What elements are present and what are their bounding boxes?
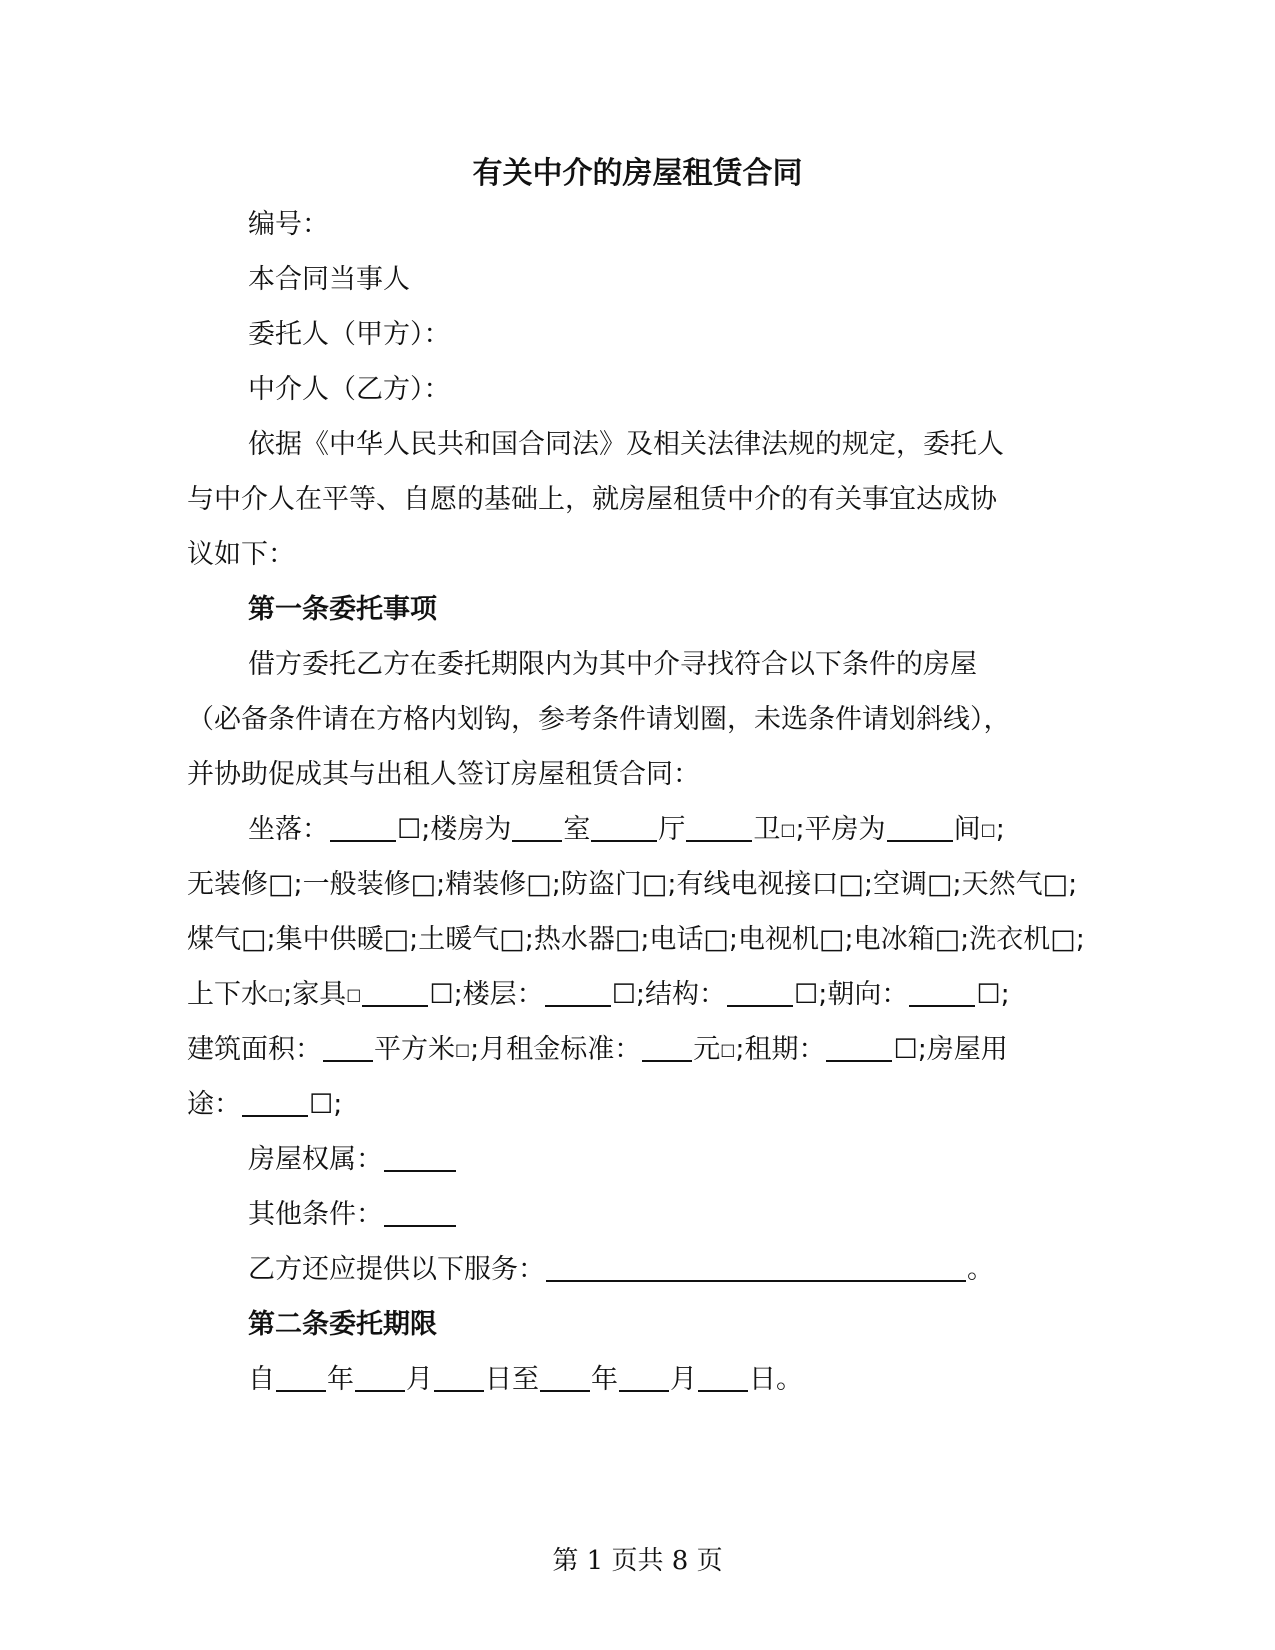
checkbox[interactable]: ☐ xyxy=(429,979,454,1010)
term-label: ;租期： xyxy=(735,1034,826,1065)
end-day-blank[interactable] xyxy=(698,1364,748,1392)
month-unit: 月 xyxy=(406,1364,433,1395)
bungalow-unit: 间 xyxy=(953,814,981,845)
checkbox[interactable]: ☐ xyxy=(611,979,636,1010)
checkbox[interactable]: □ xyxy=(268,985,284,1004)
area-label: 建筑面积： xyxy=(187,1034,322,1065)
semicolon: ; xyxy=(333,1089,343,1120)
checkbox[interactable]: □ xyxy=(980,820,996,839)
month-unit: 月 xyxy=(670,1364,697,1395)
ownership-label: 房屋权属： xyxy=(248,1144,383,1175)
area-blank[interactable] xyxy=(323,1034,373,1062)
rent-label: ;月租金标准： xyxy=(470,1034,642,1065)
features-line-3 xyxy=(187,975,1087,1015)
rent-unit: 元 xyxy=(693,1034,721,1065)
start-day-blank[interactable] xyxy=(434,1364,484,1392)
location-line xyxy=(248,810,1148,850)
floor-label: ;楼层： xyxy=(453,979,544,1010)
article-1-p1-line1: 借方委托乙方在委托期限内为其中介寻找符合以下条件的房屋 xyxy=(248,649,977,680)
term-dates-line xyxy=(248,1360,1148,1400)
hall-unit: 厅 xyxy=(658,814,686,845)
structure-label: ;结构： xyxy=(635,979,727,1010)
bungalow-blank[interactable] xyxy=(887,814,953,842)
usage-line xyxy=(187,1085,1087,1125)
area-unit: 平方米 xyxy=(374,1034,455,1065)
party-a-label: 委托人（甲方）： xyxy=(248,319,451,350)
furniture-blank[interactable] xyxy=(362,979,428,1007)
party-b-label: 中介人（乙方）： xyxy=(248,374,451,405)
orientation-label: ;朝向： xyxy=(818,979,909,1010)
checkbox[interactable]: □ xyxy=(780,820,796,839)
structure-blank[interactable] xyxy=(727,979,793,1007)
start-year-blank[interactable] xyxy=(276,1364,326,1392)
checkbox[interactable]: □ xyxy=(720,1040,736,1059)
services-blank[interactable] xyxy=(546,1254,966,1282)
year-unit: 年 xyxy=(327,1364,354,1395)
furniture-label: ;家具 xyxy=(283,979,347,1010)
checkbox[interactable]: □ xyxy=(346,985,362,1004)
ownership-line xyxy=(248,1140,1148,1180)
checkbox[interactable]: ☐ xyxy=(794,979,819,1010)
article-2-heading: 第二条委托期限 xyxy=(248,1309,437,1340)
checkbox[interactable]: ☐ xyxy=(976,979,1001,1010)
features-line-2: 煤气□;集中供暖□;土暖气□;热水器□;电话□;电视机□;电冰箱□;洗衣机□; xyxy=(187,924,1085,955)
services-line xyxy=(248,1250,1148,1290)
year-unit: 年 xyxy=(591,1364,618,1395)
start-month-blank[interactable] xyxy=(355,1364,405,1392)
services-label: 乙方还应提供以下服务： xyxy=(248,1254,545,1285)
building-label: ;楼房为 xyxy=(421,814,512,845)
location-label: 坐落： xyxy=(248,814,329,845)
water-label: 上下水 xyxy=(187,979,268,1010)
article-1-p1-line3: 并协助促成其与出租人签订房屋租赁合同： xyxy=(187,759,700,790)
room-unit: 室 xyxy=(563,814,591,845)
day-end-label: 日。 xyxy=(749,1364,803,1395)
article-1-p1-line2: （必备条件请在方格内划钩，参考条件请划圈，未选条件请划斜线）， xyxy=(187,704,1011,735)
intro-line-3: 议如下： xyxy=(187,539,295,570)
halls-blank[interactable] xyxy=(591,814,657,842)
ownership-blank[interactable] xyxy=(384,1144,456,1172)
end-month-blank[interactable] xyxy=(619,1364,669,1392)
end-year-blank[interactable] xyxy=(540,1364,590,1392)
other-conditions-label: 其他条件： xyxy=(248,1199,383,1230)
rooms-blank[interactable] xyxy=(512,814,562,842)
semicolon: ; xyxy=(995,814,1005,845)
intro-line-2: 与中介人在平等、自愿的基础上，就房屋租赁中介的有关事宜达成协 xyxy=(187,484,997,515)
floor-blank[interactable] xyxy=(545,979,611,1007)
document-title: 有关中介的房屋租赁合同 xyxy=(472,156,803,191)
checkbox[interactable]: □ xyxy=(455,1040,471,1059)
area-line xyxy=(187,1030,1087,1070)
orientation-blank[interactable] xyxy=(909,979,975,1007)
usage-label-part2: 途： xyxy=(187,1089,241,1120)
features-line-1: 无装修□;一般装修□;精装修□;防盗门□;有线电视接口□;空调□;天然气□; xyxy=(187,869,1078,900)
article-1-heading: 第一条委托事项 xyxy=(248,594,437,625)
usage-label-part1: ;房屋用 xyxy=(917,1034,1008,1065)
checkbox[interactable]: ☐ xyxy=(893,1034,918,1065)
other-conditions-line xyxy=(248,1195,1148,1235)
other-conditions-blank[interactable] xyxy=(384,1199,456,1227)
day-to-label: 日至 xyxy=(485,1364,539,1395)
parties-label: 本合同当事人 xyxy=(248,264,410,295)
location-blank[interactable] xyxy=(330,814,396,842)
bath-unit: 卫 xyxy=(753,814,781,845)
intro-line-1: 依据《中华人民共和国合同法》及相关法律法规的规定，委托人 xyxy=(248,429,1004,460)
bungalow-label: ;平房为 xyxy=(795,814,886,845)
usage-blank[interactable] xyxy=(242,1089,308,1117)
rent-blank[interactable] xyxy=(642,1034,692,1062)
checkbox[interactable]: ☐ xyxy=(397,814,422,845)
from-label: 自 xyxy=(248,1364,275,1395)
term-blank[interactable] xyxy=(826,1034,892,1062)
baths-blank[interactable] xyxy=(686,814,752,842)
period: 。 xyxy=(967,1254,994,1285)
contract-number-label: 编号： xyxy=(248,209,329,240)
page-footer: 第 1 页共 8 页 xyxy=(552,1546,723,1576)
checkbox[interactable]: ☐ xyxy=(309,1089,334,1120)
semicolon: ; xyxy=(1000,979,1010,1010)
